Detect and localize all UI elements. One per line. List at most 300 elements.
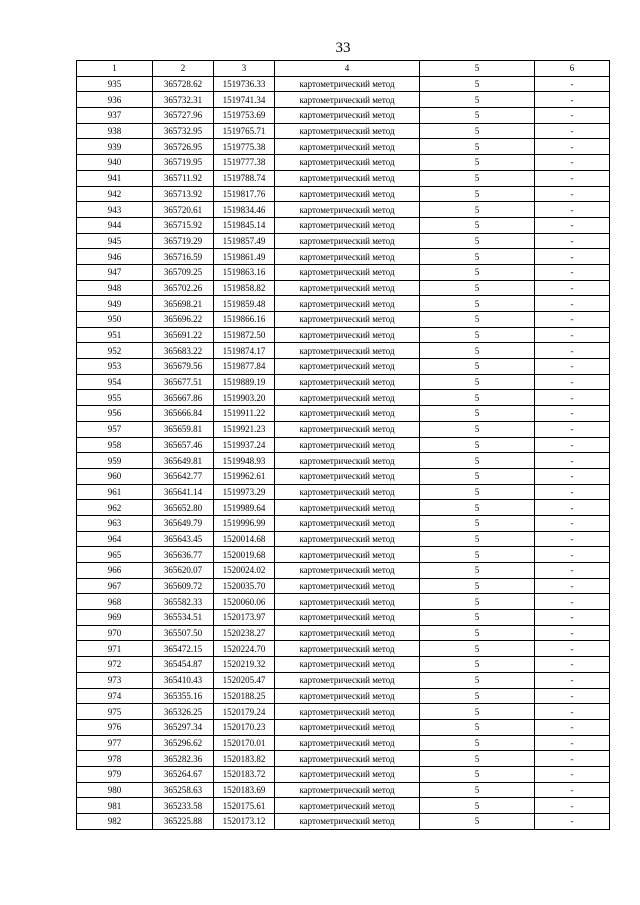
table-cell: 365326.25 <box>153 704 214 720</box>
table-cell: 1519817.76 <box>214 186 275 202</box>
table-row <box>77 484 610 500</box>
table-cell: 5 <box>420 123 535 139</box>
table-cell: 1520219.32 <box>214 657 275 673</box>
page-number: 33 <box>335 40 351 56</box>
table-cell: 365642.77 <box>153 468 214 484</box>
table-cell: 365698.21 <box>153 296 214 312</box>
table-cell: 1519858.82 <box>214 280 275 296</box>
table-cell: 365296.62 <box>153 735 214 751</box>
table-cell: 5 <box>420 515 535 531</box>
table-row <box>77 688 610 704</box>
table-row <box>77 390 610 406</box>
table-row <box>77 123 610 139</box>
table-cell: картометрический метод <box>275 751 420 767</box>
table-cell: 1520205.47 <box>214 672 275 688</box>
table-cell: 365696.22 <box>153 312 214 328</box>
table-cell: 5 <box>420 672 535 688</box>
table-cell: 5 <box>420 782 535 798</box>
table-cell: 5 <box>420 704 535 720</box>
table-cell: 365711.92 <box>153 170 214 186</box>
table-cell: 937 <box>77 108 153 124</box>
table-cell: 966 <box>77 563 153 579</box>
table-cell: картометрический метод <box>275 531 420 547</box>
table-cell: - <box>535 92 610 108</box>
table-cell: 963 <box>77 515 153 531</box>
table-row <box>77 578 610 594</box>
table-cell: - <box>535 735 610 751</box>
table-cell: 1519845.14 <box>214 217 275 233</box>
table-cell: 5 <box>420 578 535 594</box>
table-cell: 1519973.29 <box>214 484 275 500</box>
table-cell: 5 <box>420 343 535 359</box>
table-cell: 1519765.71 <box>214 123 275 139</box>
table-cell: 976 <box>77 719 153 735</box>
table-cell: картометрический метод <box>275 719 420 735</box>
table-cell: 1519911.22 <box>214 406 275 422</box>
table-cell: - <box>535 155 610 171</box>
table-row <box>77 782 610 798</box>
table-cell: 1519861.49 <box>214 249 275 265</box>
table-cell: - <box>535 468 610 484</box>
table-cell: 365715.92 <box>153 217 214 233</box>
table-cell: - <box>535 641 610 657</box>
table-cell: 935 <box>77 76 153 92</box>
table-cell: 365677.51 <box>153 374 214 390</box>
table-cell: 946 <box>77 249 153 265</box>
table-cell: 365282.36 <box>153 751 214 767</box>
table-cell: 950 <box>77 312 153 328</box>
table-cell: 973 <box>77 672 153 688</box>
table-cell: 957 <box>77 421 153 437</box>
table-cell: 365709.25 <box>153 264 214 280</box>
table-cell: 969 <box>77 610 153 626</box>
table-cell: 949 <box>77 296 153 312</box>
table-cell: 365659.81 <box>153 421 214 437</box>
table-row <box>77 547 610 563</box>
table-cell: 1520179.24 <box>214 704 275 720</box>
table-cell: 365691.22 <box>153 327 214 343</box>
table-cell: 1520035.70 <box>214 578 275 594</box>
table-row <box>77 625 610 641</box>
table-cell: картометрический метод <box>275 139 420 155</box>
table-row <box>77 406 610 422</box>
table-cell: 365649.79 <box>153 515 214 531</box>
table-row <box>77 280 610 296</box>
table-cell: 942 <box>77 186 153 202</box>
table-cell: - <box>535 264 610 280</box>
table-cell: 5 <box>420 751 535 767</box>
table-row <box>77 249 610 265</box>
table-cell: 365649.81 <box>153 453 214 469</box>
table-cell: 1519775.38 <box>214 139 275 155</box>
table-cell: 5 <box>420 217 535 233</box>
table-cell: картометрический метод <box>275 437 420 453</box>
table-cell: 955 <box>77 390 153 406</box>
table-cell: 1519834.46 <box>214 202 275 218</box>
table-cell: - <box>535 798 610 814</box>
table-cell: - <box>535 359 610 375</box>
table-cell: 1519777.38 <box>214 155 275 171</box>
table-cell: картометрический метод <box>275 735 420 751</box>
table-cell: 975 <box>77 704 153 720</box>
table-cell: картометрический метод <box>275 641 420 657</box>
table-cell: - <box>535 515 610 531</box>
table-cell: - <box>535 672 610 688</box>
table-row <box>77 798 610 814</box>
table-cell: 968 <box>77 594 153 610</box>
table-row <box>77 343 610 359</box>
table-cell: картометрический метод <box>275 343 420 359</box>
table-row <box>77 359 610 375</box>
table-cell: картометрический метод <box>275 359 420 375</box>
table-cell: 365719.29 <box>153 233 214 249</box>
table-cell: картометрический метод <box>275 76 420 92</box>
table-cell: - <box>535 327 610 343</box>
table-cell: 5 <box>420 170 535 186</box>
table-cell: 1520019.68 <box>214 547 275 563</box>
table-cell: 5 <box>420 186 535 202</box>
table-cell: 1520173.97 <box>214 610 275 626</box>
table-cell: 951 <box>77 327 153 343</box>
table-cell: картометрический метод <box>275 123 420 139</box>
table-cell: 5 <box>420 406 535 422</box>
table-cell: 5 <box>420 437 535 453</box>
table-cell: - <box>535 123 610 139</box>
table-cell: картометрический метод <box>275 233 420 249</box>
table-cell: - <box>535 688 610 704</box>
table-row <box>77 264 610 280</box>
table-cell: 1520014.68 <box>214 531 275 547</box>
table-cell: 5 <box>420 327 535 343</box>
table-cell: 5 <box>420 390 535 406</box>
table-cell: картометрический метод <box>275 688 420 704</box>
table-cell: - <box>535 625 610 641</box>
table-cell: 980 <box>77 782 153 798</box>
table-cell: 1519859.48 <box>214 296 275 312</box>
table-cell: 365666.84 <box>153 406 214 422</box>
table-cell: - <box>535 202 610 218</box>
table-cell: - <box>535 766 610 782</box>
table-cell: 981 <box>77 798 153 814</box>
table-cell: 1520170.01 <box>214 735 275 751</box>
table-cell: 5 <box>420 500 535 516</box>
table-cell: картометрический метод <box>275 594 420 610</box>
column-header: 2 <box>153 61 214 77</box>
table-cell: 365620.07 <box>153 563 214 579</box>
table-row <box>77 594 610 610</box>
table-cell: картометрический метод <box>275 547 420 563</box>
table-cell: 365719.95 <box>153 155 214 171</box>
table-cell: 1520024.02 <box>214 563 275 579</box>
table-row <box>77 531 610 547</box>
table-cell: картометрический метод <box>275 264 420 280</box>
table-row <box>77 453 610 469</box>
table-cell: - <box>535 704 610 720</box>
table-cell: картометрический метод <box>275 312 420 328</box>
table-cell: 5 <box>420 484 535 500</box>
table-cell: 974 <box>77 688 153 704</box>
table-cell: - <box>535 296 610 312</box>
table-cell: 5 <box>420 374 535 390</box>
table-cell: 365355.16 <box>153 688 214 704</box>
table-cell: - <box>535 657 610 673</box>
column-header: 4 <box>275 61 420 77</box>
table-row <box>77 155 610 171</box>
table-cell: 365657.46 <box>153 437 214 453</box>
table-cell: 365264.67 <box>153 766 214 782</box>
table-cell: 365641.14 <box>153 484 214 500</box>
table-cell: картометрический метод <box>275 202 420 218</box>
table-cell: 365726.95 <box>153 139 214 155</box>
table-cell: 5 <box>420 312 535 328</box>
table-cell: 956 <box>77 406 153 422</box>
table-cell: картометрический метод <box>275 155 420 171</box>
table-cell: 1520238.27 <box>214 625 275 641</box>
table-cell: картометрический метод <box>275 406 420 422</box>
table-cell: 5 <box>420 594 535 610</box>
table-cell: 365732.95 <box>153 123 214 139</box>
table-row <box>77 233 610 249</box>
table-row <box>77 766 610 782</box>
table-cell: 965 <box>77 547 153 563</box>
table-row <box>77 672 610 688</box>
table-cell: - <box>535 547 610 563</box>
table-cell: 1519996.99 <box>214 515 275 531</box>
table-cell: 954 <box>77 374 153 390</box>
table-cell: 5 <box>420 249 535 265</box>
table-cell: - <box>535 233 610 249</box>
table-cell: - <box>535 139 610 155</box>
table-cell: 978 <box>77 751 153 767</box>
table-cell: 365507.50 <box>153 625 214 641</box>
column-header: 5 <box>420 61 535 77</box>
table-cell: - <box>535 374 610 390</box>
table-cell: 5 <box>420 798 535 814</box>
table-cell: 5 <box>420 531 535 547</box>
table-cell: 5 <box>420 688 535 704</box>
table-cell: 365732.31 <box>153 92 214 108</box>
table-cell: 1519937.24 <box>214 437 275 453</box>
table-cell: 365720.61 <box>153 202 214 218</box>
table-row <box>77 500 610 516</box>
table-cell: 1519989.64 <box>214 500 275 516</box>
table-cell: 5 <box>420 563 535 579</box>
table-cell: картометрический метод <box>275 217 420 233</box>
column-header: 3 <box>214 61 275 77</box>
column-header: 6 <box>535 61 610 77</box>
table-cell: 365233.58 <box>153 798 214 814</box>
table-cell: картометрический метод <box>275 453 420 469</box>
table-row <box>77 657 610 673</box>
table-cell: 5 <box>420 641 535 657</box>
table-cell: 1520188.25 <box>214 688 275 704</box>
table-cell: 1520183.69 <box>214 782 275 798</box>
table-cell: - <box>535 782 610 798</box>
table-cell: 964 <box>77 531 153 547</box>
table-cell: 1520173.12 <box>214 814 275 830</box>
table-cell: - <box>535 484 610 500</box>
table-row <box>77 139 610 155</box>
table-row <box>77 374 610 390</box>
table-cell: картометрический метод <box>275 390 420 406</box>
table-cell: - <box>535 280 610 296</box>
table-cell: картометрический метод <box>275 814 420 830</box>
table-cell: 952 <box>77 343 153 359</box>
table-cell: картометрический метод <box>275 610 420 626</box>
table-cell: картометрический метод <box>275 327 420 343</box>
table-cell: картометрический метод <box>275 374 420 390</box>
table-cell: 5 <box>420 139 535 155</box>
table-cell: 1519962.61 <box>214 468 275 484</box>
table-cell: 941 <box>77 170 153 186</box>
table-row <box>77 92 610 108</box>
table-cell: картометрический метод <box>275 798 420 814</box>
table-cell: картометрический метод <box>275 657 420 673</box>
table-cell: 1519863.16 <box>214 264 275 280</box>
table-cell: 365225.88 <box>153 814 214 830</box>
table-cell: 945 <box>77 233 153 249</box>
table-cell: 5 <box>420 657 535 673</box>
table-cell: 1519874.17 <box>214 343 275 359</box>
table-cell: 953 <box>77 359 153 375</box>
table-cell: 5 <box>420 76 535 92</box>
table-cell: 5 <box>420 625 535 641</box>
table-cell: картометрический метод <box>275 170 420 186</box>
table-cell: - <box>535 343 610 359</box>
table-cell: картометрический метод <box>275 625 420 641</box>
table-cell: 1519736.33 <box>214 76 275 92</box>
table-cell: 5 <box>420 421 535 437</box>
table-cell: картометрический метод <box>275 672 420 688</box>
table-cell: 1519788.74 <box>214 170 275 186</box>
table-cell: 5 <box>420 766 535 782</box>
table-row <box>77 170 610 186</box>
table-cell: 365454.87 <box>153 657 214 673</box>
table-cell: 365410.43 <box>153 672 214 688</box>
table-body <box>77 76 610 829</box>
table-cell: 5 <box>420 108 535 124</box>
table-cell: 365297.34 <box>153 719 214 735</box>
column-header: 1 <box>77 61 153 77</box>
table-cell: 1519741.34 <box>214 92 275 108</box>
table-header-row <box>77 61 610 77</box>
table-cell: 5 <box>420 719 535 735</box>
table-cell: 943 <box>77 202 153 218</box>
table-cell: 365679.56 <box>153 359 214 375</box>
table-cell: 5 <box>420 814 535 830</box>
table-cell: 365728.62 <box>153 76 214 92</box>
table-cell: картометрический метод <box>275 782 420 798</box>
table-cell: 982 <box>77 814 153 830</box>
table-cell: 365716.59 <box>153 249 214 265</box>
table-cell: картометрический метод <box>275 186 420 202</box>
table-cell: 972 <box>77 657 153 673</box>
table-cell: 1520175.61 <box>214 798 275 814</box>
table-row <box>77 641 610 657</box>
table-cell: 944 <box>77 217 153 233</box>
table-row <box>77 202 610 218</box>
table-cell: картометрический метод <box>275 578 420 594</box>
table-cell: 365472.15 <box>153 641 214 657</box>
table-cell: 958 <box>77 437 153 453</box>
table-cell: 365683.22 <box>153 343 214 359</box>
table-cell: 940 <box>77 155 153 171</box>
table-cell: картометрический метод <box>275 421 420 437</box>
table-cell: - <box>535 421 610 437</box>
coordinates-table <box>76 60 610 830</box>
table-row <box>77 76 610 92</box>
table-cell: картометрический метод <box>275 249 420 265</box>
table-cell: - <box>535 312 610 328</box>
table-row <box>77 704 610 720</box>
table-cell: картометрический метод <box>275 484 420 500</box>
table-cell: 948 <box>77 280 153 296</box>
table-cell: 1519866.16 <box>214 312 275 328</box>
table-cell: 5 <box>420 92 535 108</box>
table-cell: - <box>535 594 610 610</box>
table-row <box>77 563 610 579</box>
table-cell: 962 <box>77 500 153 516</box>
table-cell: 365702.26 <box>153 280 214 296</box>
table-cell: картометрический метод <box>275 563 420 579</box>
table-row <box>77 186 610 202</box>
table-cell: картометрический метод <box>275 766 420 782</box>
table-cell: 961 <box>77 484 153 500</box>
table-cell: 1519889.19 <box>214 374 275 390</box>
table-cell: 1520170.23 <box>214 719 275 735</box>
table-cell: картометрический метод <box>275 280 420 296</box>
table-cell: картометрический метод <box>275 704 420 720</box>
table-cell: картометрический метод <box>275 515 420 531</box>
table-row <box>77 735 610 751</box>
table-cell: 5 <box>420 453 535 469</box>
table-cell: 970 <box>77 625 153 641</box>
table-cell: 938 <box>77 123 153 139</box>
table-cell: 1519948.93 <box>214 453 275 469</box>
table-cell: - <box>535 108 610 124</box>
table-cell: - <box>535 578 610 594</box>
table-cell: 967 <box>77 578 153 594</box>
table-cell: 5 <box>420 547 535 563</box>
table-cell: - <box>535 500 610 516</box>
table-cell: - <box>535 390 610 406</box>
table-cell: 365534.51 <box>153 610 214 626</box>
table-cell: 977 <box>77 735 153 751</box>
table-cell: 1520224.70 <box>214 641 275 657</box>
table-cell: картометрический метод <box>275 296 420 312</box>
table-cell: 971 <box>77 641 153 657</box>
table-cell: 5 <box>420 155 535 171</box>
table-row <box>77 814 610 830</box>
table-row <box>77 217 610 233</box>
table-cell: 936 <box>77 92 153 108</box>
table-cell: 5 <box>420 359 535 375</box>
table-cell: 365713.92 <box>153 186 214 202</box>
table-cell: 939 <box>77 139 153 155</box>
table-cell: 5 <box>420 735 535 751</box>
table-cell: 5 <box>420 233 535 249</box>
table-cell: 365258.63 <box>153 782 214 798</box>
table-cell: - <box>535 610 610 626</box>
table-cell: - <box>535 719 610 735</box>
table-cell: - <box>535 437 610 453</box>
table-row <box>77 610 610 626</box>
table-cell: - <box>535 563 610 579</box>
table-row <box>77 312 610 328</box>
table-cell: 5 <box>420 202 535 218</box>
table-row <box>77 515 610 531</box>
table-cell: - <box>535 814 610 830</box>
